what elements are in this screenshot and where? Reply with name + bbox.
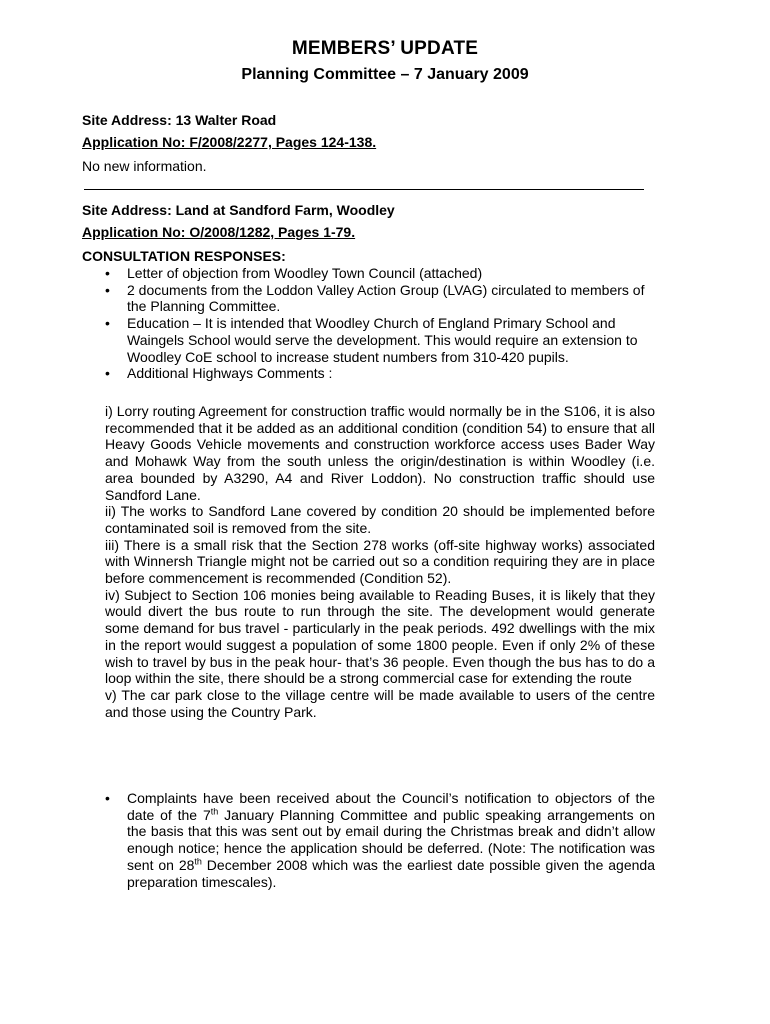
complaint-text-2: January Planning Committee and public speaking arrangements on the basis that this was sent out by email during the Christmas break and didn’t allow enough notice; hence the application should be deferred. (Note: The notification was sent on 28 (127, 806, 655, 873)
highways-paragraph-3: iii) There is a small risk that the Section 278 works (off-site highway works) associated with Winnersh Triangle might not be carried out so a condition requiring they are in place before commencement is recommended (Condition 52). (105, 536, 655, 587)
bullet-marker: • (105, 790, 110, 806)
list-item-text: Letter of objection from Woodley Town Council (attached) (127, 265, 483, 281)
highways-paragraph-2: ii) The works to Sandford Lane covered by condition 20 should be implemented before contaminated soil is removed from the site. (105, 503, 655, 536)
list-item (82, 265, 655, 282)
site2-address: Site Address: Land at Sandford Farm, Woodley (82, 202, 395, 218)
complaint-list (82, 790, 655, 890)
ordinal-suffix: th (210, 806, 219, 817)
list-item (82, 315, 655, 365)
list-item-text: Additional Highways Comments : (127, 365, 333, 382)
highways-paragraph-4: iv) Subject to Section 106 monies being available to Reading Buses, it is likely that they would divert the bus route to run through the site. The development would generate some demand for bus travel - particularly in the peak periods. 492 dwellings with the mix in the report would suggest a population of some 1800 people. Even if only 2% of these wish to travel by bus in the peak hour- that’s 36 people. Even though the bus has to do a loop within the site, there should be a strong commercial case for extending the route (105, 586, 655, 687)
bullet-marker: • (105, 365, 110, 382)
highways-paragraph-5: v) The car park close to the village centre will be made available to users of the centre and those using the Country Park. (105, 686, 655, 720)
list-item (82, 790, 655, 890)
site1-address: Site Address: 13 Walter Road (82, 112, 277, 128)
site2-application: Application No: O/2008/1282, Pages 1-79. (82, 224, 356, 240)
bullet-marker: • (105, 281, 110, 298)
consultation-list (82, 265, 655, 382)
consultation-heading: CONSULTATION RESPONSES: (82, 248, 286, 264)
complaint-text-3: December 2008 which was the earliest date possible given the agenda preparation timescales). (127, 856, 655, 890)
highways-comments (105, 403, 655, 720)
section-divider (84, 189, 644, 190)
list-item-text: Education – It is intended that Woodley Church of England Primary School and Waingels School would serve the development. This would require an extension to Woodley CoE school to increase student numbers from 310-420 pupils. (127, 315, 638, 365)
site1-note: No new information. (82, 158, 207, 174)
list-item-text: 2 documents from the Loddon Valley Action Group (LVAG) circulated to members of the Planning Committee. (127, 281, 645, 315)
page-title: MEMBERS’ UPDATE (291, 38, 479, 59)
highways-paragraph-1: i) Lorry routing Agreement for construction traffic would normally be in the S106, it is also recommended that it be added as an additional condition (condition 54) to ensure that all Heavy Goods Vehicle movements and construction workforce access uses Bader Way and Mohawk Way from the south unless the origin/destination is within Woodley (i.e. area bounded by A3290, A4 and River Loddon). No construction traffic should use Sandford Lane. (105, 403, 655, 503)
list-item (82, 365, 655, 382)
site1-application: Application No: F/2008/2277, Pages 124-138. (82, 134, 377, 150)
page-subtitle: Planning Committee – 7 January 2009 (241, 66, 529, 83)
list-item (82, 282, 655, 315)
bullet-marker: • (105, 265, 110, 281)
bullet-marker: • (105, 315, 110, 332)
ordinal-suffix: th (194, 856, 202, 867)
complaint-text-1: Complaints have been received about the Council’s notification to objectors of the date of the 7 (127, 790, 655, 823)
